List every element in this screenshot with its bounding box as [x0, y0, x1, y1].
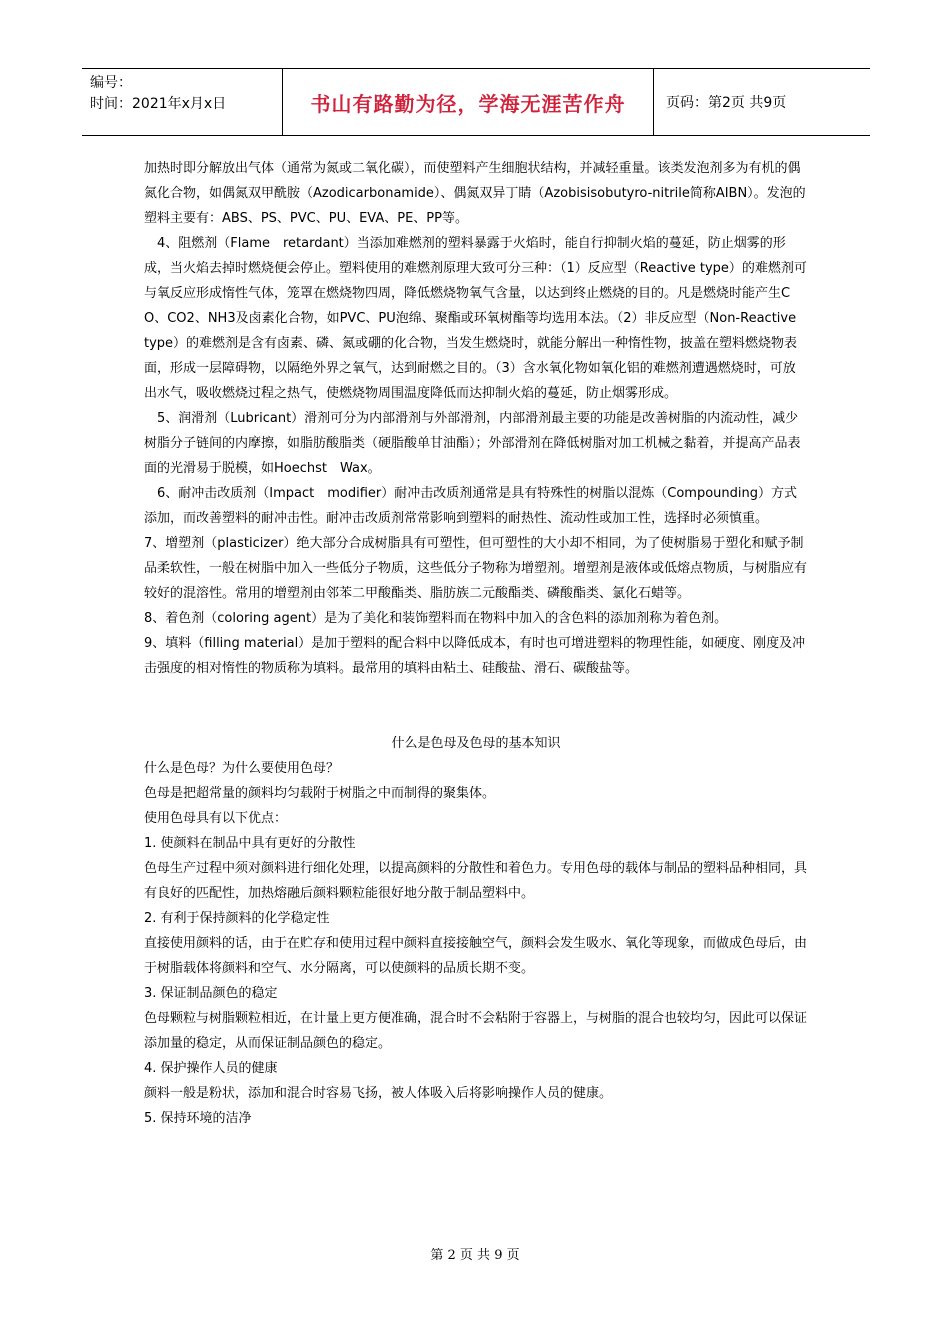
body-paragraph: 4、阻燃剂（Flame retardant）当添加难燃剂的塑料暴露于火焰时，能自行抑制火焰的蔓延，防止烟雾的形成，当火焰去掉时燃烧便会停止。塑料使用的难燃剂原理大致可分三种：（1）反应型（Reactive type）的难燃剂可与氧反应形成惰性气体，笼罩在燃烧物四周，降低燃烧物氧气含量，以达到终止燃烧的目的。凡是燃烧时能产生CO、CO2、NH3及卤素化合物，如PVC、PU泡绵、聚酯或环氧树酯等均选用本法。（2）非反应型（Non-Reactive type）的难燃剂是含有卤素、磷、氮或硼的化合物，当发生燃烧时，就能分解出一种惰性物，披盖在塑料燃烧物表面，形成一层障碍物，以隔绝外界之氧气，达到耐燃之目的。（3）含水氧化物如氧化铝的难燃剂遭遇燃烧时，可放出水气，吸收燃烧过程之热气，使燃烧物周围温度降低而达抑制火焰的蔓延，防止烟雾形成。 — [144, 236, 810, 401]
header-meta — [82, 69, 282, 135]
section-line: 直接使用颜料的话，由于在贮存和使用过程中颜料直接接触空气，颜料会发生吸水、氧化等现象，而做成色母后，由于树脂载体将颜料和空气、水分隔离，可以使颜料的品质长期不变。 — [144, 936, 808, 976]
document-body — [144, 156, 808, 1131]
body-paragraph: 6、耐冲击改质剂（Impact modifier）耐冲击改质剂通常是具有特殊性的树脂以混炼（Compounding）方式添加，而改善塑料的耐冲击性。耐冲击改质剂常常影响到塑料的耐热性、流动性或加工性，选择时必须慎重。 — [144, 486, 797, 526]
document-time-label: 时间：2021年x月x日 — [90, 96, 227, 112]
header-motto: 书山有路勤为径，学海无涯苦作舟 — [282, 69, 654, 135]
section-spacer — [144, 681, 808, 731]
header-page-label: 页码：第2页 共9页 — [666, 95, 787, 111]
section-line: 颜料一般是粉状，添加和混合时容易飞扬，被人体吸入后将影响操作人员的健康。 — [144, 1086, 613, 1101]
section-heading: 4. 保护操作人员的健康 — [144, 1061, 278, 1076]
body-paragraph: 5、润滑剂（Lubricant）滑剂可分为内部滑剂与外部滑剂，内部滑剂最主要的功能是改善树脂的内流动性，减少树脂分子链间的内摩擦，如脂肪酸脂类（硬脂酸单甘油酯）；外部滑剂在降低树脂对加工机械之黏着，并提高产品表面的光滑易于脱模，如Hoechst Wax。 — [144, 411, 801, 476]
section-heading: 5. 保持环境的洁净 — [144, 1111, 252, 1126]
document-number-label: 编号： — [90, 75, 132, 91]
section-line: 色母颗粒与树脂颗粒相近，在计量上更方便准确，混合时不会粘附于容器上，与树脂的混合也较均匀，因此可以保证添加量的稳定，从而保证制品颜色的稳定。 — [144, 1011, 808, 1051]
section-line: 什么是色母？为什么要使用色母？ — [144, 761, 340, 776]
section-title: 什么是色母及色母的基本知识 — [391, 736, 561, 751]
body-paragraph: 7、增塑剂（plasticizer）绝大部分合成树脂具有可塑性，但可塑性的大小却不相同，为了使树脂易于塑化和赋予制品柔软性，一般在树脂中加入一些低分子物质，这些低分子物称为增塑剂。增塑剂是液体或低熔点物质，与树脂应有较好的混溶性。常用的增塑剂由邻苯二甲酸酯类、脂肪族二元酸酯类、磷酸酯类、氯化石蜡等。 — [144, 536, 808, 601]
page-footer: 第 2 页 共 9 页 — [430, 1248, 520, 1263]
section-line: 使用色母具有以下优点： — [144, 811, 288, 826]
section-heading: 2. 有利于保持颜料的化学稳定性 — [144, 911, 330, 926]
body-paragraph: 8、着色剂（coloring agent）是为了美化和装饰塑料而在物料中加入的含色料的添加剂称为着色剂。 — [144, 611, 728, 626]
page-header — [82, 68, 870, 136]
section-heading: 3. 保证制品颜色的稳定 — [144, 986, 278, 1001]
section-heading: 1. 使颜料在制品中具有更好的分散性 — [144, 836, 356, 851]
section-line: 色母是把超常量的颜料均匀载附于树脂之中而制得的聚集体。 — [144, 786, 496, 801]
body-paragraph: 加热时即分解放出气体（通常为氮或二氧化碳），而使塑料产生细胞状结构，并减轻重量。该类发泡剂多为有机的偶氮化合物，如偶氮双甲酰胺（Azodicarbonamide）、偶氮双异丁睛（Azobisisobutyro-nitrile简称AIBN）。发泡的塑料主要有：ABS、PS、PVC、PU、EVA、PE、PP等。 — [144, 161, 806, 226]
body-paragraph: 9、填料（filling material）是加于塑料的配合料中以降低成本，有时也可增进塑料的物理性能，如硬度、刚度及冲击强度的相对惰性的物质称为填料。最常用的填料由粘土、硅酸盐、滑石、碳酸盐等。 — [144, 636, 806, 676]
section-line: 色母生产过程中须对颜料进行细化处理，以提高颜料的分散性和着色力。专用色母的载体与制品的塑料品种相同，具有良好的匹配性，加热熔融后颜料颗粒能很好地分散于制品塑料中。 — [144, 861, 808, 901]
